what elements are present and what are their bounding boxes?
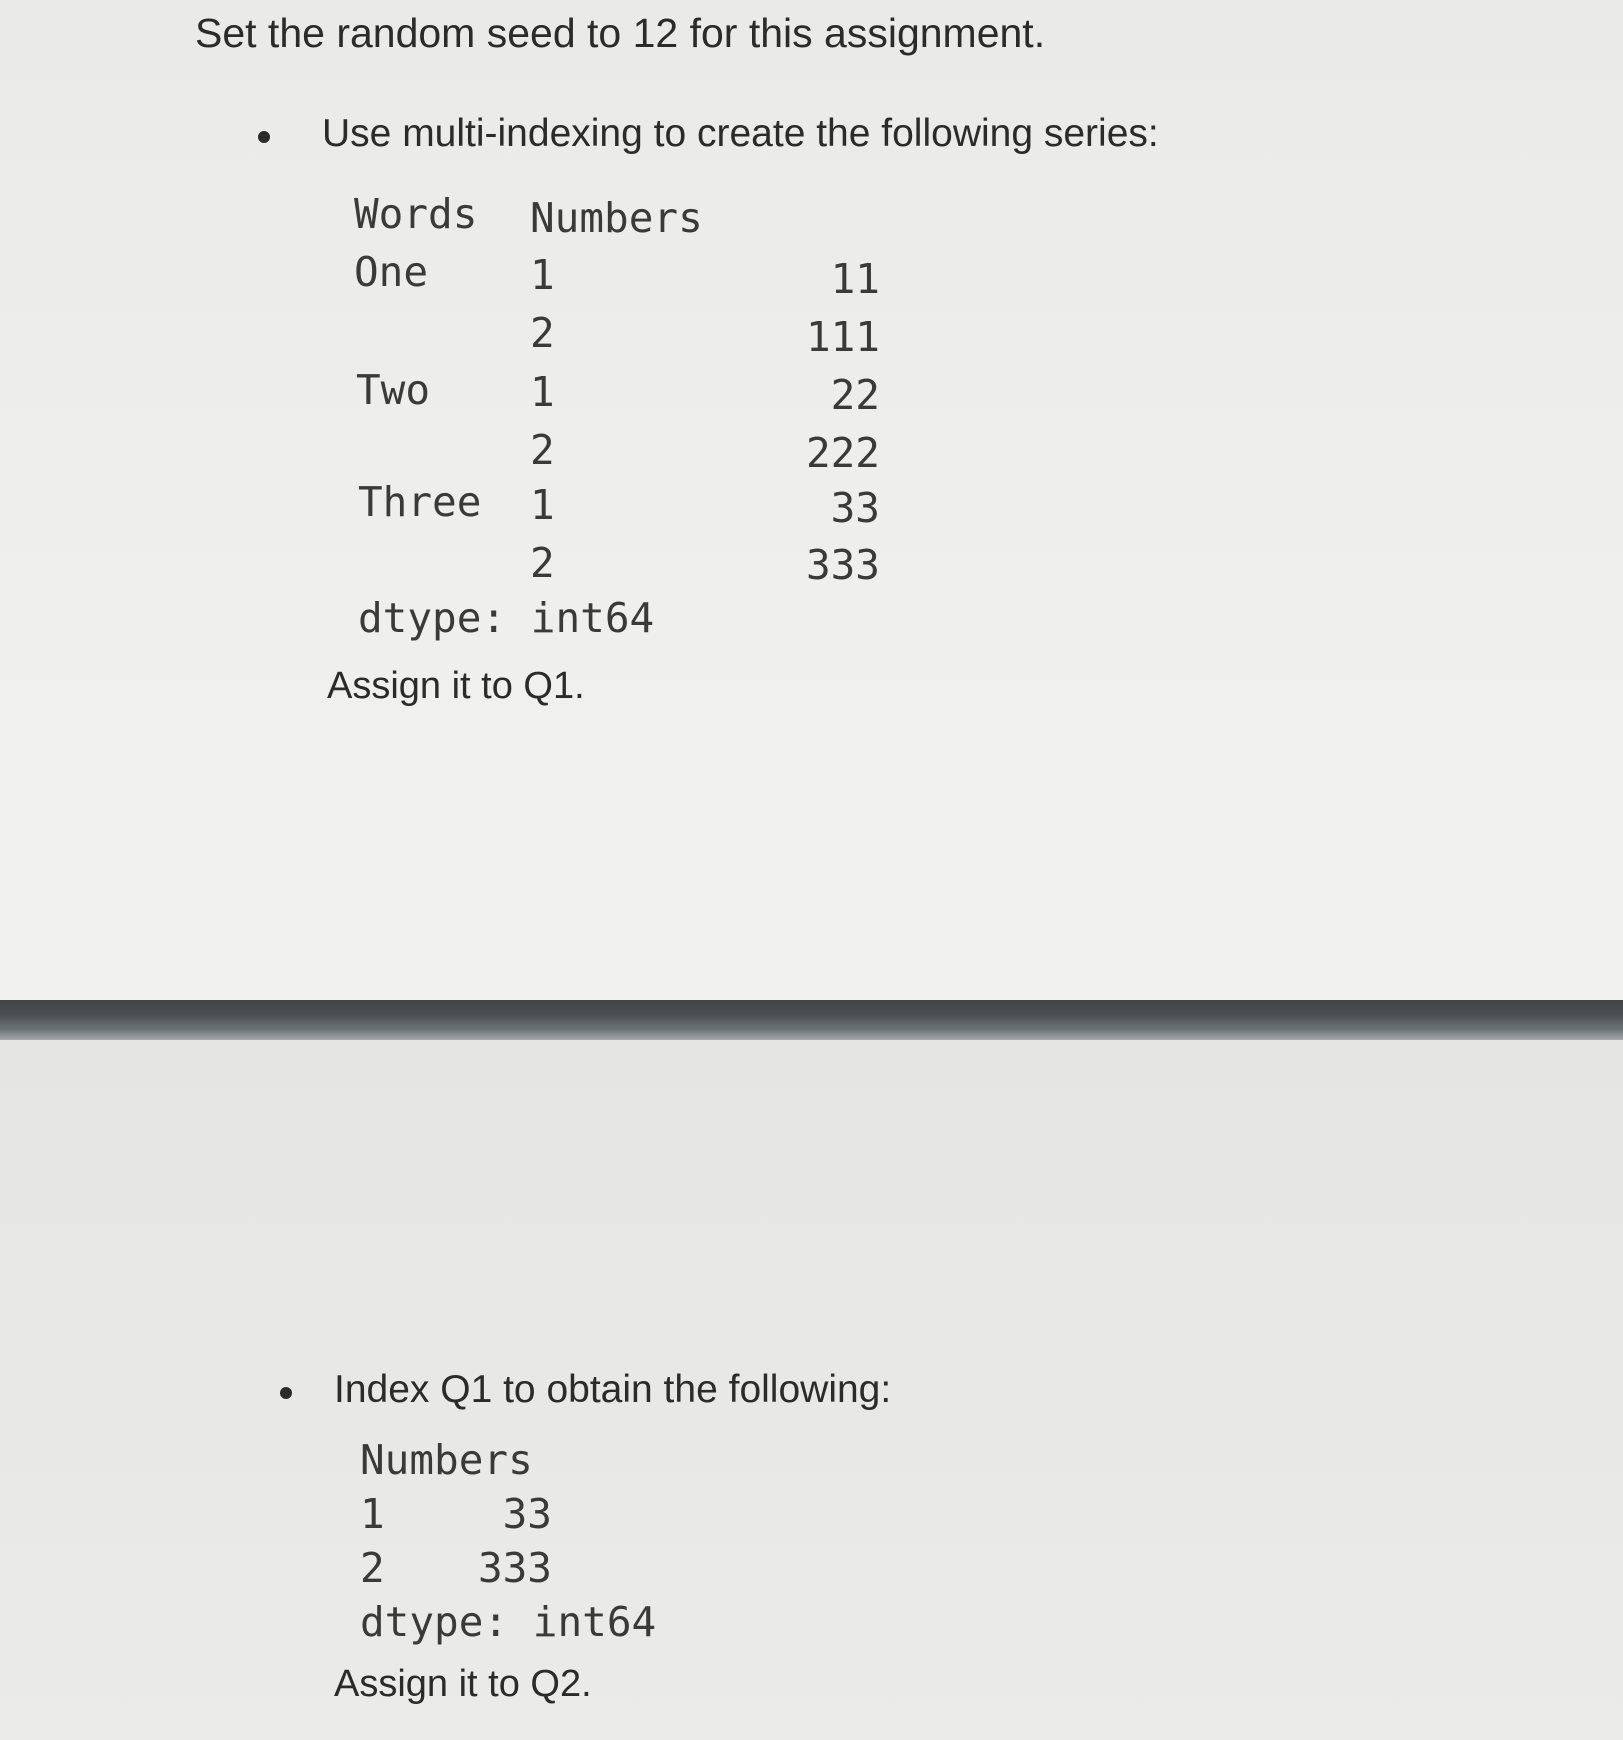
q1-row-value: 11	[830, 255, 880, 303]
q1-assign-note: Assign it to Q1.	[327, 665, 585, 707]
q1-row-value: 222	[805, 429, 880, 477]
q1-row-number: 2	[530, 426, 555, 474]
q1-row-word: One	[354, 248, 429, 296]
q1-row-number: 1	[530, 368, 555, 416]
q2-row-number: 1	[360, 1490, 385, 1538]
q1-row-word: Three	[358, 478, 482, 526]
q1-header-words: Words	[354, 190, 478, 238]
q1-row-number: 2	[530, 539, 555, 587]
q1-row-number: 2	[530, 309, 555, 357]
q2-assign-note: Assign it to Q2.	[334, 1663, 592, 1705]
q1-row-value: 111	[805, 313, 880, 361]
page-heading: Set the random seed to 12 for this assignment.	[195, 10, 1046, 56]
panel-divider	[0, 1000, 1623, 1040]
q2-row-value: 33	[502, 1490, 552, 1538]
bullet-q2	[280, 1387, 292, 1399]
q2-dtype: dtype: int64	[360, 1598, 657, 1646]
q1-row-word: Two	[356, 366, 431, 414]
q2-row-number: 2	[360, 1544, 385, 1592]
q1-row-value: 22	[830, 371, 880, 419]
q1-row-number: 1	[530, 481, 555, 529]
q1-row-number: 1	[530, 251, 555, 299]
bullet-q1	[258, 131, 270, 143]
q2-header-numbers: Numbers	[360, 1436, 533, 1484]
q1-row-value: 33	[830, 484, 880, 532]
q2-instruction: Index Q1 to obtain the following:	[334, 1368, 892, 1411]
q2-row-value: 333	[477, 1544, 552, 1592]
q1-header-numbers: Numbers	[530, 194, 703, 242]
q1-row-value: 333	[805, 541, 880, 589]
q1-instruction: Use multi-indexing to create the following series:	[322, 112, 1159, 155]
q1-dtype: dtype: int64	[358, 594, 655, 642]
